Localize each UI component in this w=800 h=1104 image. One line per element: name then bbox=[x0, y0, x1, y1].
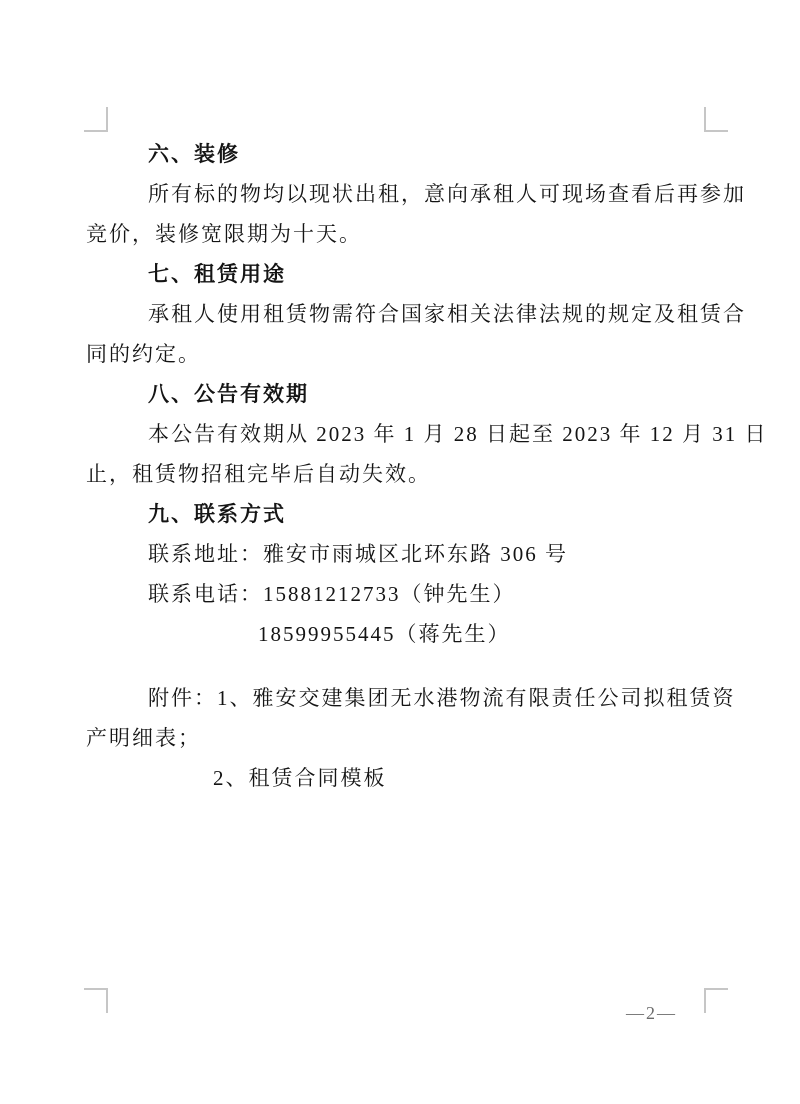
contact-phone-line-2: 18599955445（蒋先生） bbox=[258, 622, 511, 646]
paragraph-line: 本公告有效期从 2023 年 1 月 28 日起至 2023 年 12 月 31 日 bbox=[148, 422, 768, 446]
crop-mark-bottom-right bbox=[704, 988, 728, 1013]
section-heading-decoration: 六、装修 bbox=[148, 142, 240, 166]
crop-mark-bottom-left bbox=[84, 988, 108, 1013]
section-heading-lease-use: 七、租赁用途 bbox=[148, 262, 286, 286]
page-number: —2— bbox=[626, 1003, 677, 1023]
attachment-line-1-continued: 产明细表； bbox=[86, 726, 201, 750]
section-heading-contact-info: 九、联系方式 bbox=[148, 502, 286, 526]
paragraph-line: 所有标的物均以现状出租，意向承租人可现场查看后再参加 bbox=[148, 182, 746, 206]
paragraph-line: 止，租赁物招租完毕后自动失效。 bbox=[86, 462, 431, 486]
section-heading-validity-period: 八、公告有效期 bbox=[148, 382, 309, 406]
attachment-line-2: 2、租赁合同模板 bbox=[213, 766, 387, 790]
crop-mark-top-right bbox=[704, 107, 728, 132]
contact-address-line: 联系地址：雅安市雨城区北环东路 306 号 bbox=[148, 542, 568, 566]
contact-phone-line-1: 联系电话：15881212733（钟先生） bbox=[148, 582, 516, 606]
paragraph-line: 竞价，装修宽限期为十天。 bbox=[86, 222, 362, 246]
attachment-line-1: 附件：1、雅安交建集团无水港物流有限责任公司拟租赁资 bbox=[148, 686, 736, 710]
paragraph-line: 承租人使用租赁物需符合国家相关法律法规的规定及租赁合 bbox=[148, 302, 746, 326]
crop-mark-top-left bbox=[84, 107, 108, 132]
document-body bbox=[86, 134, 768, 798]
paragraph-line: 同的约定。 bbox=[86, 342, 201, 366]
